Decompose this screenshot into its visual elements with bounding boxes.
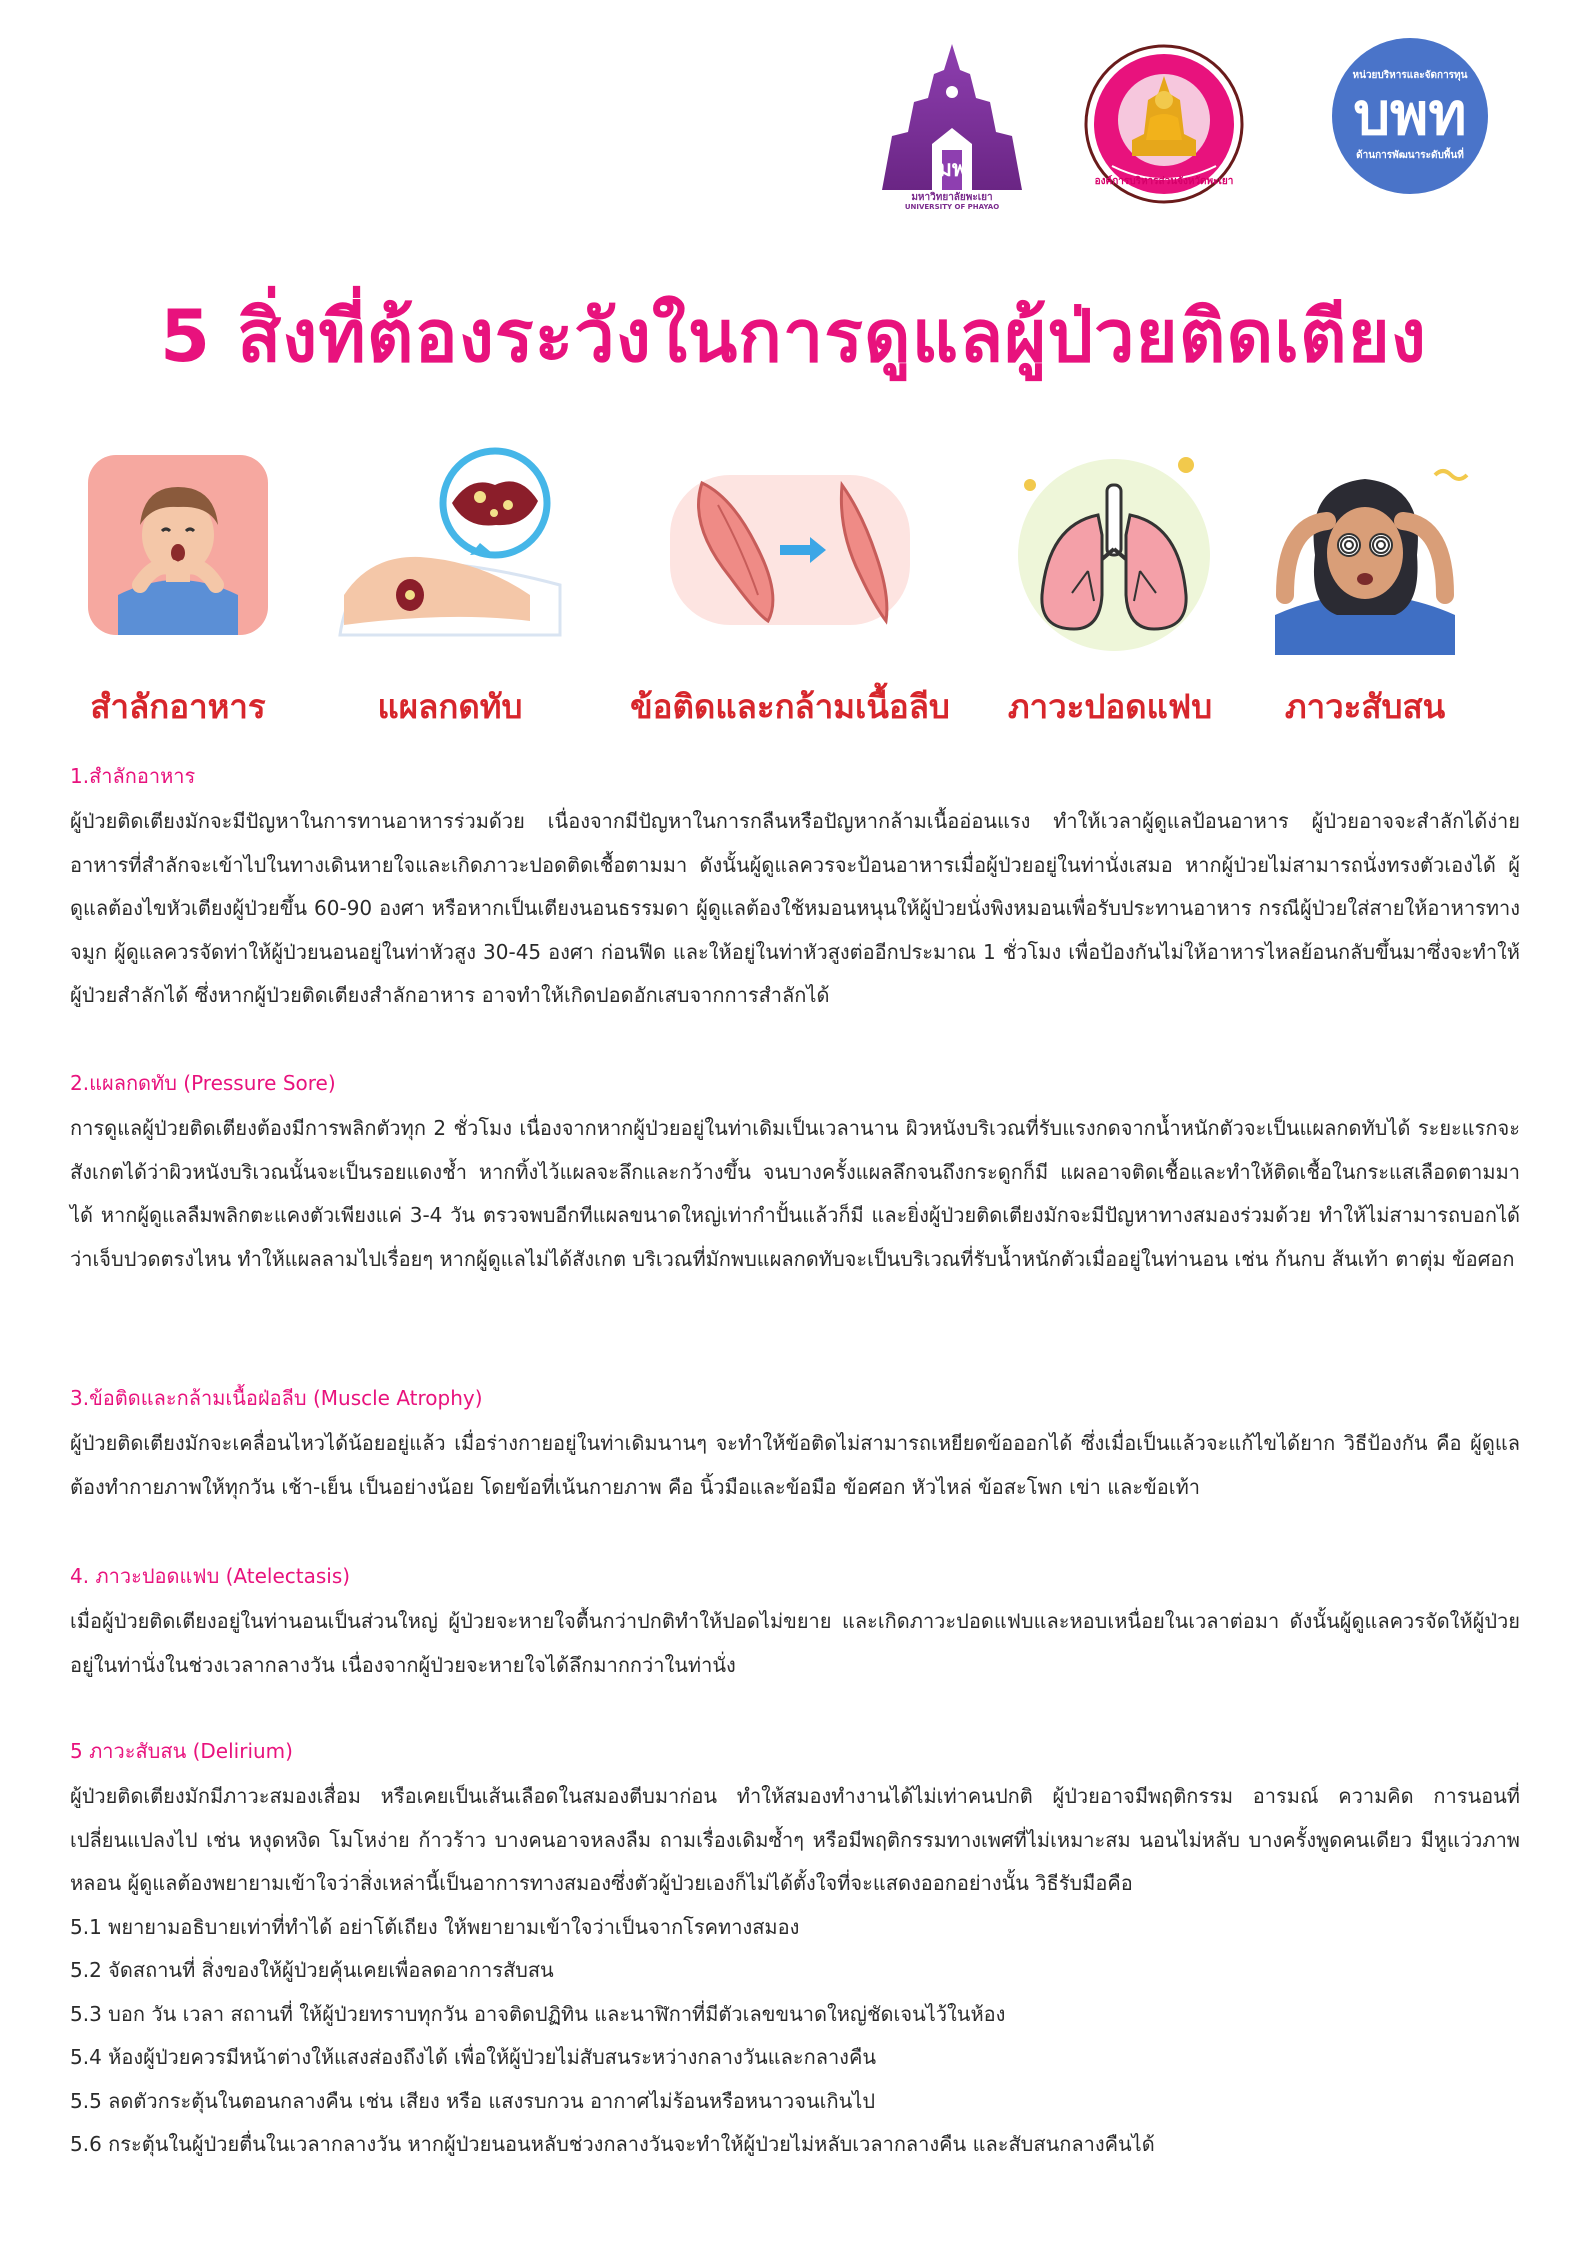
- bpp-logo-top-text: หน่วยบริหารและจัดการทุน: [1352, 70, 1468, 81]
- list-item: 5.1 พยายามอธิบายเท่าที่ทำได้ อย่าโต้เถียง ให้พยายามเข้าใจว่าเป็นจากโรคทางสมอง: [70, 1914, 800, 1939]
- topic-choking: [28, 445, 328, 735]
- choking-person-icon: [78, 445, 278, 655]
- section-heading: 4. ภาวะปอดแฟบ (Atelectasis): [70, 1564, 351, 1588]
- confused-person-icon: [1245, 445, 1485, 655]
- university-logo: [872, 40, 1032, 210]
- section-body: ผู้ป่วยติดเตียงมักจะเคลื่อนไหวได้น้อยอยู่แล้ว เมื่อร่างกายอยู่ในท่าเดิมนานๆ จะทำให้ข้อติดไม่สามารถเหยียดข้อออกได้ ซึ่งเมื่อเป็นแล้วจะแก้ไขได้ยาก วิธีป้องกัน คือ ผู้ดูแลต้องทำกายภาพให้ทุกวัน เช้า-เย็น เป็นอย่างน้อย โดยข้อที่เน้นกายภาพ คือ นิ้วมือและข้อมือ ข้อศอก หัวไหล่ ข้อสะโพก เข่า และข้อเท้า: [70, 1431, 1520, 1499]
- section-heading: 5 ภาวะสับสน (Delirium): [70, 1739, 293, 1763]
- topic-label-muscle-atrophy: ข้อติดและกล้ามเนื้อลีบ: [630, 687, 950, 726]
- university-logo-text-en: UNIVERSITY OF PHAYAO: [904, 203, 1000, 210]
- lungs-icon: [990, 445, 1230, 655]
- list-item: 5.2 จัดสถานที่ สิ่งของให้ผู้ป่วยคุ้นเคยเพื่อลดอาการสับสน: [70, 1958, 554, 1982]
- section-body: การดูแลผู้ป่วยติดเตียงต้องมีการพลิกตัวทุก 2 ชั่วโมง เนื่องจากหากผู้ป่วยอยู่ในท่าเดิมเป็นเวลานาน ผิวหนังบริเวณที่รับแรงกดจากน้ำหนักตัวจะเป็นแผลกดทับได้ ระยะแรกจะสังเกตได้ว่าผิวหนังบริเวณนั้นจะเป็นรอยแดงช้ำ หากทิ้งไว้แผลจะลึกและกว้างขึ้น จนบางครั้งแผลลึกจนถึงกระดูกก็มี แผลอาจติดเชื้อและทำให้ติดเชื้อในกระแสเลือดตามมาได้ หากผู้ดูแลลืมพลิกตะแคงตัวเพียงแค่ 3-4 วัน ตรวจพบอีกทีแผลขนาดใหญ่เท่ากำปั้นแล้วก็มี และยิ่งผู้ป่วยติดเตียงมักจะมีปัญหาทางสมองร่วมด้วย ทำให้ไม่สามารถบอกได้ว่าเจ็บปวดตรงไหน ทำให้แผลลามไปเรื่อยๆ หากผู้ดูแลไม่ได้สังเกต บริเวณที่มักพบแผลกดทับจะเป็นบริเวณที่รับน้ำหนักตัวเมื่ออยู่ในท่านอน เช่น ก้นกบ ส้นเท้า ตาตุ่ม ข้อศอก: [70, 1116, 1520, 1271]
- section-heading: 3.ข้อติดและกล้ามเนื้อฝ่อลีบ (Muscle Atrophy): [70, 1386, 483, 1410]
- topic-label-choking: สำลักอาหาร: [90, 687, 266, 726]
- bpp-logo-bottom-text: ด้านการพัฒนาระดับพื้นที่: [1356, 150, 1464, 161]
- section-heading: 2.แผลกดทับ (Pressure Sore): [70, 1071, 336, 1095]
- bpp-logo: [1332, 38, 1488, 194]
- section-body: ผู้ป่วยติดเตียงมักจะมีปัญหาในการทานอาหารร่วมด้วย เนื่องจากมีปัญหาในการกลืนหรือปัญหากล้ามเนื้ออ่อนแรง ทำให้เวลาผู้ดูแลป้อนอาหาร ผู้ป่วยอาจจะสำลักได้ง่าย อาหารที่สำลักจะเข้าไปในทางเดินหายใจและเกิดภาวะปอดติดเชื้อตามมา ดังนั้นผู้ดูแลควรจะป้อนอาหารเมื่อผู้ป่วยอยู่ในท่านั่งเสมอ หากผู้ป่วยไม่สามารถนั่งทรงตัวเองได้ ผู้ดูแลต้องไขหัวเตียงผู้ป่วยขึ้น 60-90 องศา หรือหากเป็นเตียงนอนธรรมดา ผู้ดูแลต้องใช้หมอนหนุนให้ผู้ป่วยนั่งพิงหมอนเพื่อรับประทานอาหาร กรณีผู้ป่วยใส่สายให้อาหารทางจมูก ผู้ดูแลควรจัดท่าให้ผู้ป่วยนอนอยู่ในท่าหัวสูง 30-45 องศา ก่อนฟีด และให้อยู่ในท่าหัวสูงต่ออีกประมาณ 1 ชั่วโมง เพื่อป้องกันไม่ให้อาหารไหลย้อนกลับขึ้นมาซึ่งจะทำให้ผู้ป่วยสำลักได้ ซึ่งหากผู้ป่วยติดเตียงสำลักอาหาร อาจทำให้เกิดปอดอักเสบจากการสำลักได้: [70, 809, 1520, 1007]
- section-pressure-sore: [70, 1067, 1520, 1281]
- pao-logo: [1084, 44, 1244, 204]
- section-muscle-atrophy: [70, 1382, 1520, 1509]
- bpp-logo-mark: บพท: [1353, 80, 1467, 148]
- university-logo-text: มหาวิทยาลัยพะเยา: [911, 192, 993, 203]
- list-item: 5.5 ลดตัวกระตุ้นในตอนกลางคืน เช่น เสียง หรือ แสงรบกวน อากาศไม่ร้อนหรือหนาวจนเกินไป: [70, 2088, 876, 2113]
- list-item: 5.3 บอก วัน เวลา สถานที่ ให้ผู้ป่วยทราบทุกวัน อาจติดปฏิทิน และนาฬิกาที่มีตัวเลขขนาดใหญ่ชัดเจนไว้ในห้อง: [70, 2001, 1006, 2026]
- topic-label-atelectasis: ภาวะปอดแฟบ: [1007, 687, 1213, 726]
- list-item: 5.6 กระตุ้นในผู้ป่วยตื่นในเวลากลางวัน หากผู้ป่วยนอนหลับช่วงกลางวันจะทำให้ผู้ป่วยไม่หลับเวลากลางคืน และสับสนกลางคืนได้: [70, 2132, 1155, 2156]
- pressure-sore-icon: [330, 445, 570, 655]
- section-delirium: [70, 1735, 1520, 2167]
- page-title: 5 สิ่งที่ต้องระวังในการดูแลผู้ป่วยติดเตียง: [160, 294, 1427, 378]
- topic-muscle-atrophy: [610, 445, 970, 735]
- pao-logo-text: องค์การบริหารส่วนจังหวัดพะเยา: [1094, 176, 1234, 187]
- section-body: เมื่อผู้ป่วยติดเตียงอยู่ในท่านอนเป็นส่วนใหญ่ ผู้ป่วยจะหายใจตื้นกว่าปกติทำให้ปอดไม่ขยาย และเกิดภาวะปอดแฟบและหอบเหนื่อยในเวลาต่อมา ดังนั้นผู้ดูแลควรจัดให้ผู้ป่วยอยู่ในท่านั่งในช่วงเวลากลางวัน เนื่องจากผู้ป่วยจะหายใจได้ลึกมากกว่าในท่านั่ง: [70, 1609, 1520, 1677]
- university-logo-script: มพ: [937, 157, 967, 182]
- topic-delirium: [1215, 445, 1515, 735]
- section-atelectasis: [70, 1560, 1520, 1687]
- section-heading: 1.สำลักอาหาร: [70, 764, 196, 788]
- section-choking: [70, 760, 1520, 1018]
- topic-label-delirium: ภาวะสับสน: [1284, 687, 1446, 726]
- section-body: ผู้ป่วยติดเตียงมักมีภาวะสมองเสื่อม หรือเคยเป็นเส้นเลือดในสมองตีบมาก่อน ทำให้สมองทำงานได้ไม่เท่าคนปกติ ผู้ป่วยอาจมีพฤติกรรม อารมณ์ ความคิด การนอนที่เปลี่ยนแปลงไป เช่น หงุดหงิด โมโหง่าย ก้าวร้าว บางคนอาจหลงลืม ถามเรื่องเดิมซ้ำๆ หรือมีพฤติกรรมทางเพศที่ไม่เหมาะสม นอนไม่หลับ บางครั้งพูดคนเดียว มีหูแว่วภาพหลอน ผู้ดูแลต้องพยายามเข้าใจว่าสิ่งเหล่านี้เป็นอาการทางสมองซึ่งตัวผู้ป่วยเองก็ไม่ได้ตั้งใจที่จะแสดงออกอย่างนั้น วิธีรับมือคือ: [70, 1784, 1520, 1895]
- topic-pressure-sore: [300, 445, 600, 735]
- muscle-atrophy-icon: [660, 445, 920, 655]
- logo-group: [872, 38, 1532, 218]
- topic-label-pressure-sore: แผลกดทับ: [377, 687, 523, 726]
- list-item: 5.4 ห้องผู้ป่วยควรมีหน้าต่างให้แสงส่องถึงได้ เพื่อให้ผู้ป่วยไม่สับสนระหว่างกลางวันและกลางคืน: [70, 2045, 876, 2069]
